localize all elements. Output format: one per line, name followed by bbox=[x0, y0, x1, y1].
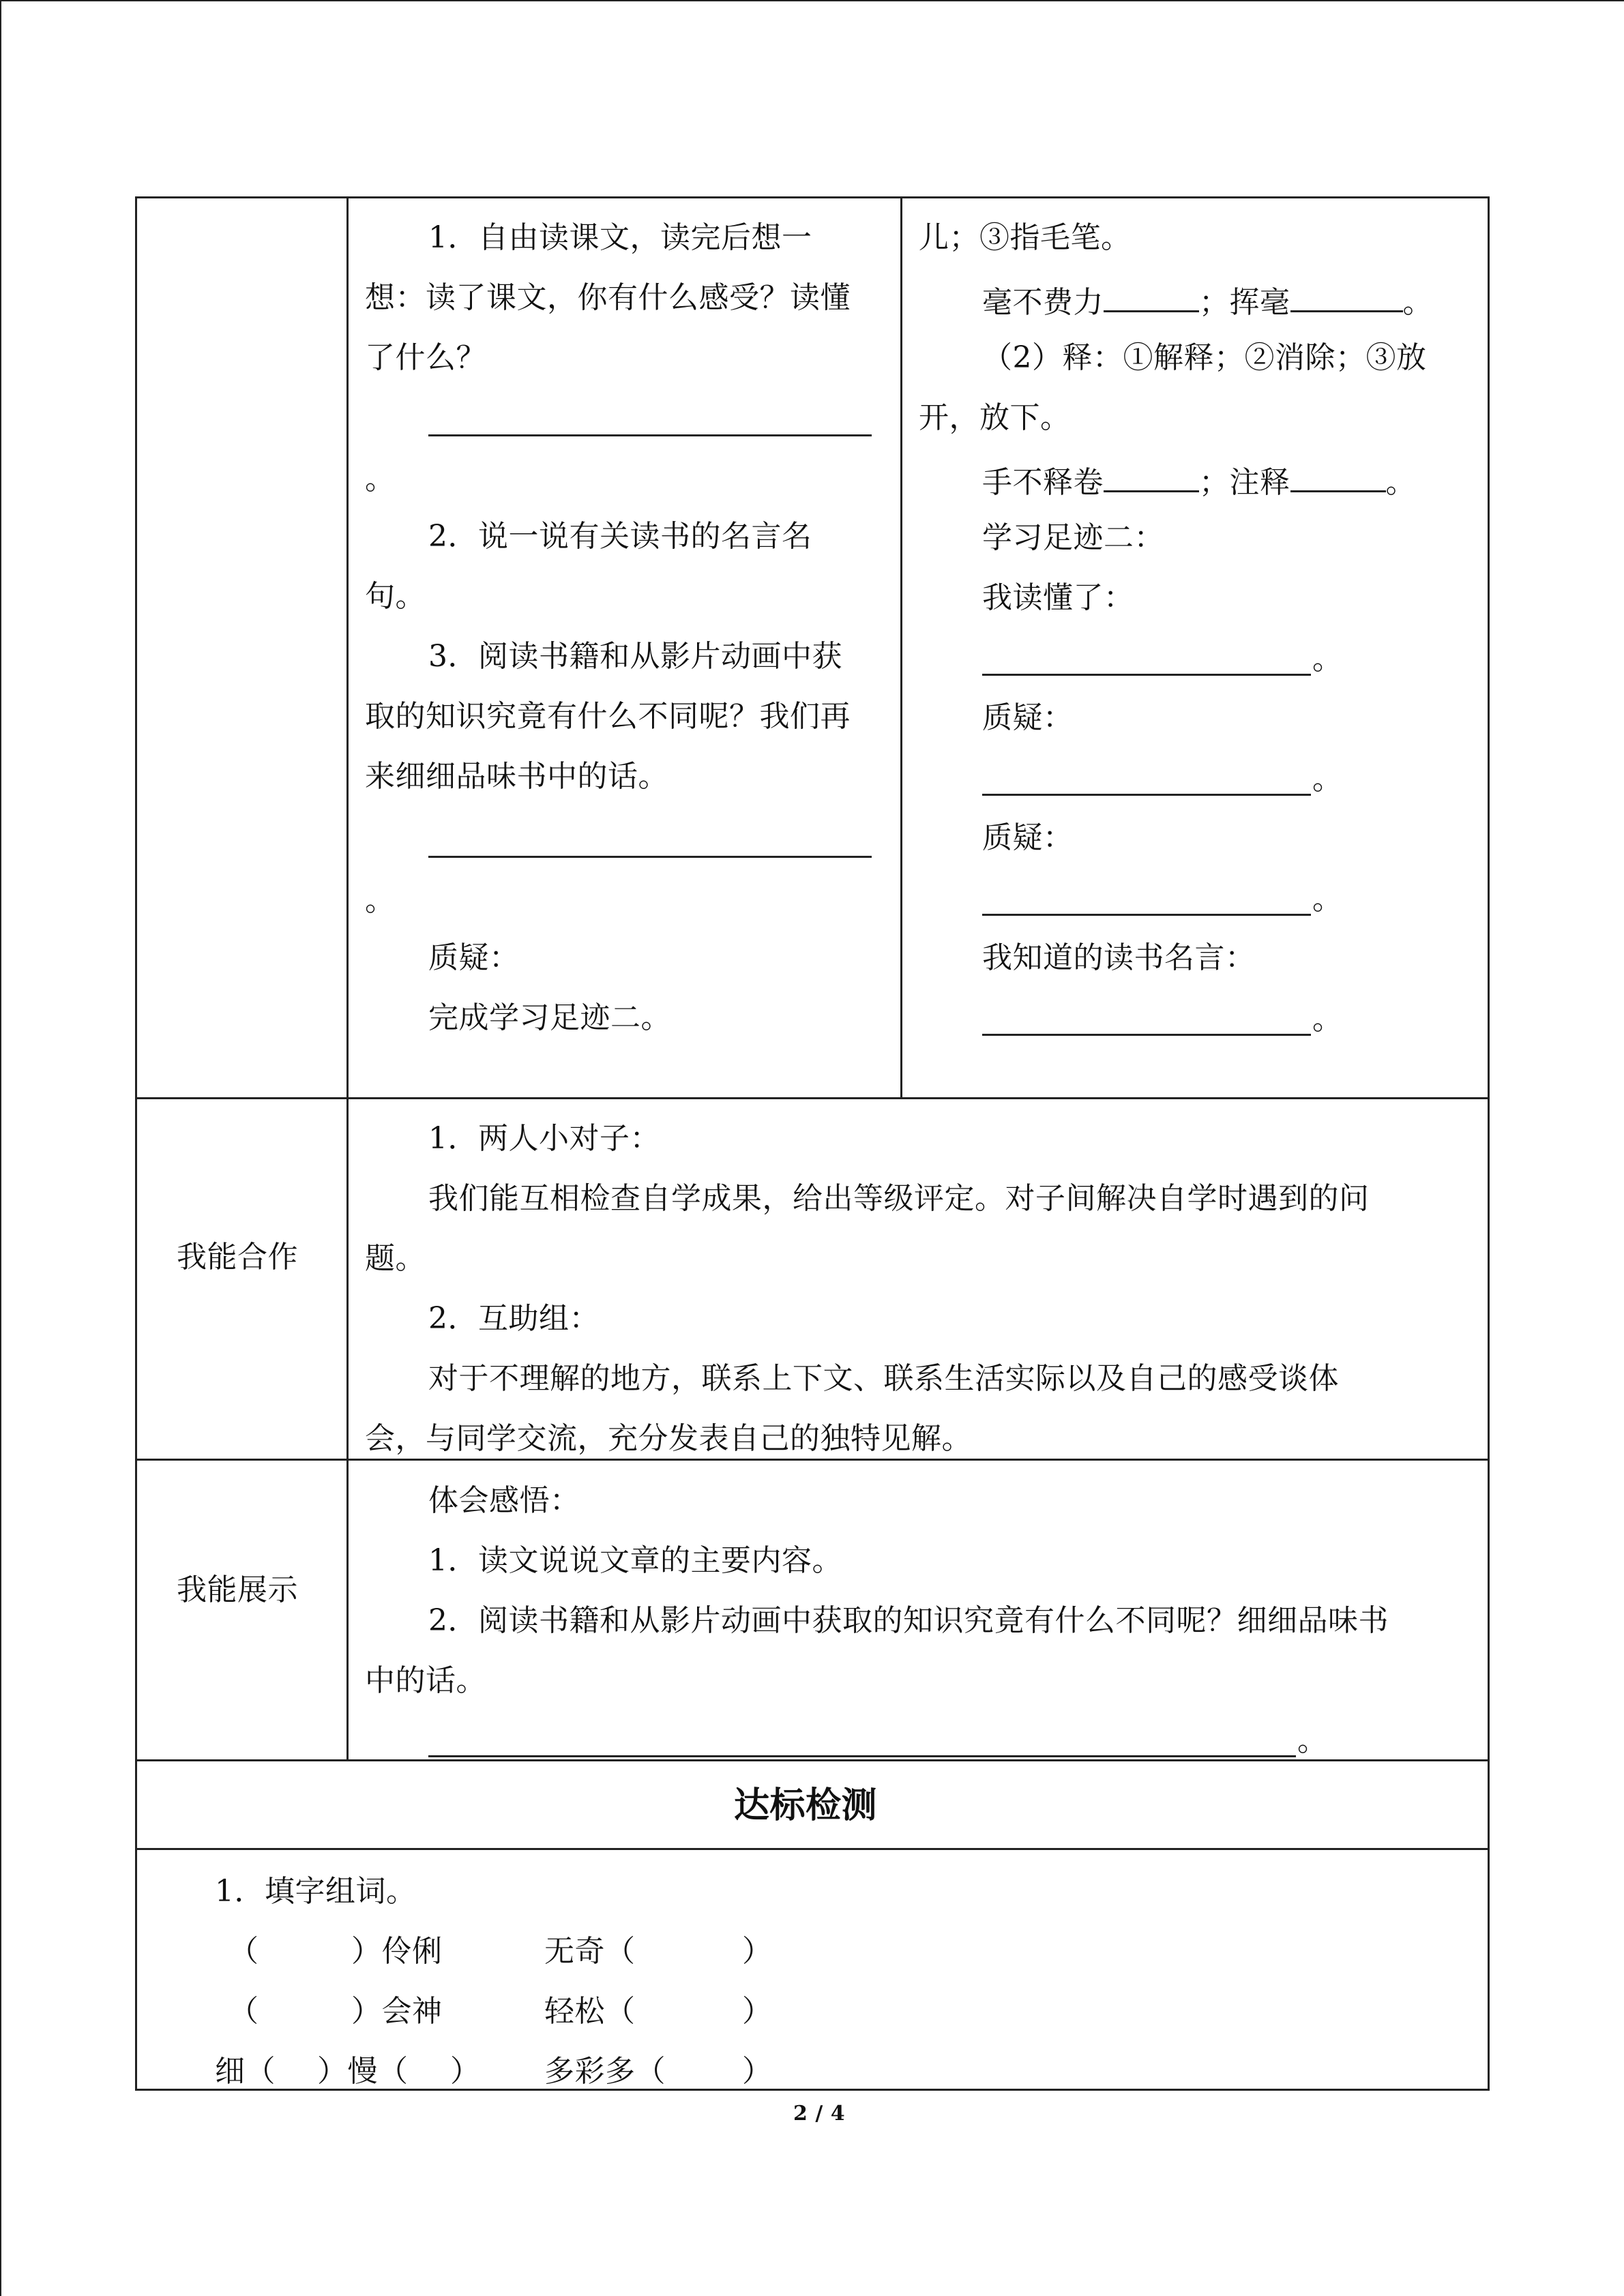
answer-end-mark: 。 bbox=[1312, 882, 1343, 916]
row-label-cooperate: 我能合作 bbox=[177, 1240, 298, 1274]
answer-line bbox=[982, 914, 1311, 916]
quote-label: 我知道的读书名言： bbox=[982, 940, 1256, 975]
coop-line: 1．两人小对子： bbox=[428, 1121, 660, 1156]
answer-end-mark: 。 bbox=[365, 883, 396, 918]
paren-close: ） bbox=[742, 2054, 773, 2089]
coop-line: 会，与同学交流，充分发表自己的独特见解。 bbox=[365, 1421, 972, 1456]
word-blank[interactable]: 轻松（ bbox=[544, 1994, 636, 2029]
answer-line bbox=[428, 434, 872, 436]
fill-blank[interactable] bbox=[1104, 283, 1199, 312]
answer-line bbox=[428, 1755, 1296, 1757]
word-blank[interactable]: ）会神 bbox=[351, 1994, 443, 2029]
coop-line: 对于不理解的地方，联系上下文、联系生活实际以及自己的感受谈体 bbox=[428, 1361, 1339, 1396]
step2-line1: 2．说一说有关读书的名言名 bbox=[428, 519, 812, 554]
display-line: 体会感悟： bbox=[428, 1483, 580, 1518]
step1-line2: 想：读了课文，你有什么感受？读懂 bbox=[365, 280, 851, 315]
coop-line: 2．互助组： bbox=[428, 1301, 600, 1336]
section-title: 达标检测 bbox=[734, 1785, 878, 1826]
meaning-line: 开，放下。 bbox=[919, 400, 1071, 435]
paren-close: ） bbox=[450, 2054, 481, 2089]
paren-close: ） bbox=[742, 1934, 773, 1969]
word-blank[interactable]: 细（ bbox=[215, 2054, 276, 2089]
word-blank[interactable]: ）慢（ bbox=[317, 2054, 409, 2089]
answer-line bbox=[982, 1034, 1311, 1036]
page-number: 2 / 4 bbox=[793, 2102, 846, 2126]
display-line: 1．读文说说文章的主要内容。 bbox=[428, 1543, 842, 1578]
fill-blank[interactable] bbox=[1104, 463, 1199, 492]
meaning-line: （2）释：①解释；②消除；③放 bbox=[982, 340, 1427, 375]
answer-end-mark: 。 bbox=[1312, 762, 1343, 796]
footprint-heading: 学习足迹二： bbox=[982, 520, 1164, 555]
word-blank[interactable]: 多彩多（ bbox=[544, 2054, 666, 2089]
fill-row-1: 毫不费力 ；挥毫 。 bbox=[982, 283, 1433, 318]
display-line: 2．阅读书籍和从影片动画中获取的知识究竟有什么不同呢？细细品味书 bbox=[428, 1603, 1389, 1638]
step3-line1: 3．阅读书籍和从影片动画中获 bbox=[428, 639, 842, 674]
paren-close: ） bbox=[742, 1994, 773, 2029]
answer-line bbox=[982, 794, 1311, 796]
coop-line: 题。 bbox=[365, 1241, 426, 1276]
answer-end-mark: 。 bbox=[1312, 1002, 1343, 1037]
answer-line bbox=[428, 856, 872, 858]
coop-line: 我们能互相检查自学成果，给出等级评定。对子间解决自学时遇到的问 bbox=[428, 1181, 1370, 1216]
step3-line3: 来细细品味书中的话。 bbox=[365, 759, 668, 794]
answer-end-mark: 。 bbox=[365, 462, 396, 496]
question-1: 1．填字组词。 bbox=[215, 1874, 417, 1909]
fill-row-2: 手不释卷 ；注释 。 bbox=[982, 463, 1416, 498]
step-complete: 完成学习足迹二。 bbox=[428, 1000, 671, 1035]
step3-line2: 取的知识究竟有什么不同呢？我们再 bbox=[365, 699, 851, 734]
word-blank[interactable]: ）伶俐 bbox=[351, 1934, 443, 1969]
question-label: 质疑： bbox=[982, 820, 1074, 855]
question-label: 质疑： bbox=[428, 940, 520, 975]
word-blank[interactable]: 无奇（ bbox=[544, 1934, 636, 1969]
paren-open: （ bbox=[228, 1934, 259, 1969]
fill-blank[interactable] bbox=[1290, 463, 1386, 492]
question-label: 质疑： bbox=[982, 700, 1074, 735]
answer-line bbox=[982, 674, 1311, 676]
fill-blank[interactable] bbox=[1290, 283, 1403, 312]
step1-line1: 1．自由读课文，读完后想一 bbox=[428, 220, 812, 255]
step2-line2: 句。 bbox=[365, 579, 426, 614]
step1-line3: 了什么？ bbox=[365, 340, 486, 375]
answer-end-mark: 。 bbox=[1312, 642, 1343, 676]
understood-label: 我读懂了： bbox=[982, 580, 1134, 615]
display-line: 中的话。 bbox=[365, 1663, 486, 1698]
row-label-display: 我能展示 bbox=[177, 1572, 298, 1607]
answer-end-mark: 。 bbox=[1297, 1723, 1328, 1758]
paren-open: （ bbox=[228, 1994, 259, 2029]
meaning-line: 儿；③指毛笔。 bbox=[919, 220, 1132, 255]
